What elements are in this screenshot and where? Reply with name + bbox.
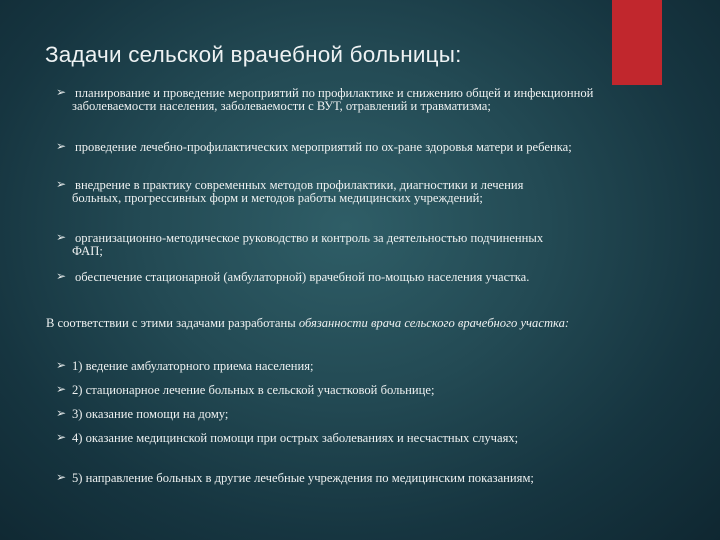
- task-text: проведение лечебно-профилактических мероприятий по ох-ране здоровья матери и ребенка;: [75, 140, 572, 154]
- arrowhead-bullet-icon: ➢: [56, 358, 67, 372]
- arrowhead-bullet-icon: ➢: [56, 230, 67, 244]
- task-text: внедрение в практику современных методов профилактики, диагностики и лечения больных, прогрессивных форм и методов работы медицинских учреждений;: [72, 178, 524, 205]
- duty-text: 4) оказание медицинской помощи при острых заболеваниях и несчастных случаях;: [72, 431, 519, 445]
- duties-intro-text: В соответствии с этими задачами разработаны: [46, 316, 299, 330]
- duty-text: 2) стационарное лечение больных в сельской участковой больнице;: [72, 383, 435, 397]
- red-accent-bar: [612, 0, 662, 85]
- slide-title: Задачи сельской врачебной больницы:: [45, 42, 462, 67]
- arrowhead-bullet-icon: ➢: [56, 85, 67, 99]
- duty-text: 5) направление больных в другие лечебные учреждения по медицинским показаниям;: [72, 471, 534, 485]
- duties-intro-paragraph: [46, 311, 626, 335]
- arrowhead-bullet-icon: ➢: [56, 269, 67, 283]
- duties-intro-italic: обязанности врача сельского врачебного участка:: [298, 316, 570, 330]
- arrowhead-bullet-icon: ➢: [56, 177, 67, 191]
- arrowhead-bullet-icon: ➢: [56, 470, 67, 484]
- duty-text: 1) ведение амбулаторного приема населения;: [72, 359, 314, 373]
- arrowhead-bullet-icon: ➢: [56, 406, 67, 420]
- duty-text: 3) оказание помощи на дому;: [72, 407, 229, 421]
- task-text: планирование и проведение мероприятий по профилактике и снижению общей и инфекционной заболеваемости населения, заболеваемости с ВУТ, отравлений и травматизма;: [72, 86, 594, 113]
- task-text: обеспечение стационарной (амбулаторной) врачебной по-мощью населения участка.: [75, 270, 530, 284]
- arrowhead-bullet-icon: ➢: [56, 430, 67, 444]
- task-text: организационно-методическое руководство и контроль за деятельностью подчиненных ФАП;: [72, 231, 544, 258]
- arrowhead-bullet-icon: ➢: [56, 139, 67, 153]
- arrowhead-bullet-icon: ➢: [56, 382, 67, 396]
